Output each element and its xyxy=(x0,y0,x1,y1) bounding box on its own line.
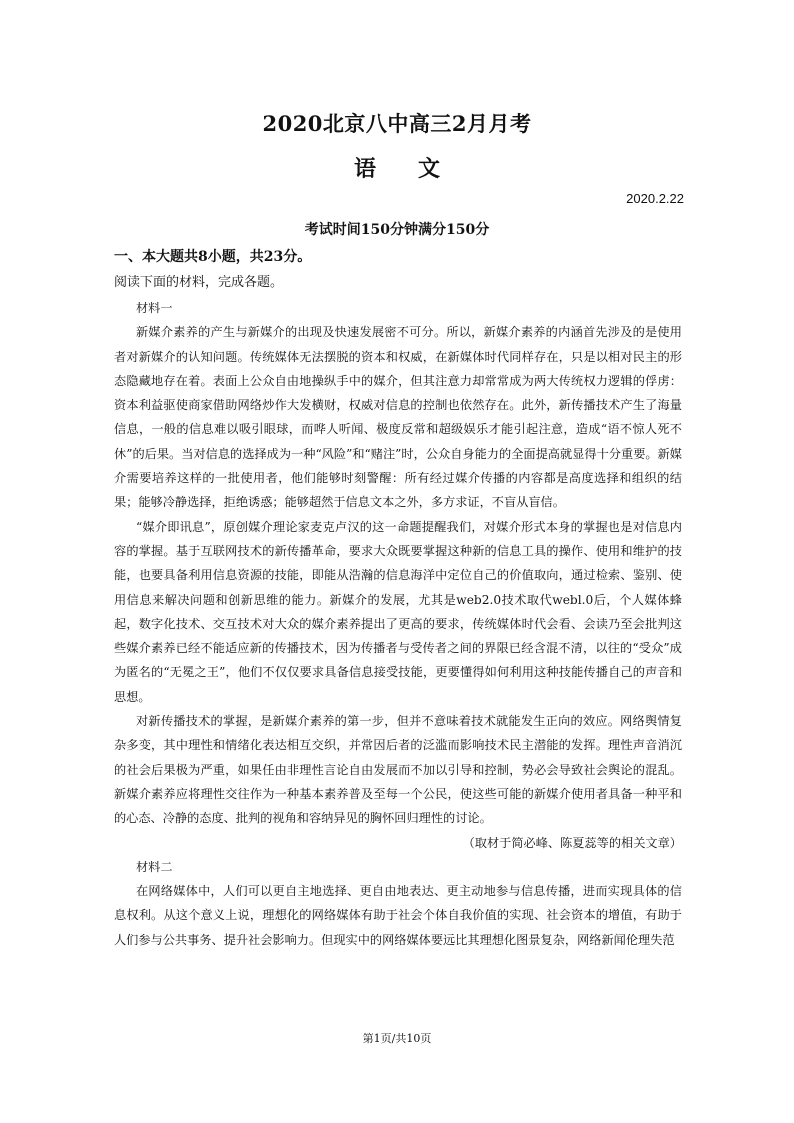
page-number: 第1页/共10页 xyxy=(362,1032,432,1045)
subject-char-2: 文 xyxy=(418,156,441,182)
section-heading: 一、本大题共8小题，共23分。 xyxy=(114,249,312,265)
document-title: 2020北京八中高三2月月考 xyxy=(262,111,532,136)
material-1-paragraph-1: 新媒介素养的产生与新媒介的出现及快速发展密不可分。所以，新媒介素养的内涵首先涉及的是使用者对新媒介的认知问题。传统媒体无法摆脱的资本和权威，在新媒体时代同样存在，只是以相对民主的形态隐藏地存在着。表面上公众自由地操纵手中的媒介，但其注意力却常常成为两大传统权力逻辑的俘虏：资本利益驱使商家借助网络炒作大发横财，权威对信息的控制也依然存在。此外，新传播技术产生了海量信息，一般的信息难以吸引眼球，而哗人听闻、极度反常和超级娱乐才能引起注意，造成“语不惊人死不休”的后果。当对信息的选择成为一种“风险”和“赌注”时，公众自身能力的全面提高就显得十分重要。新媒介需要培养这样的一批使用者，他们能够时刻警醒：所有经过媒介传播的内容都是高度选择和组织的结果；能够冷静选择，拒绝诱惑；能够超然于信息文本之外，多方求证，不盲从盲信。 xyxy=(114,325,682,510)
exam-info: 考试时间150分钟满分150分 xyxy=(304,222,490,238)
material-1-paragraph-2: “媒介即讯息”，原创媒介理论家麦克卢汉的这一命题提醒我们，对媒介形式本身的掌握也是对信息内容的掌握。基于互联网技术的新传播革命，要求大众既要掌握这种新的信息工具的操作、使用和维护的技能，也要具备利用信息资源的技能，即能从浩瀚的信息海洋中定位自己的价值取向，通过检索、鉴别、使用信息来解决问题和创新思维的能力。新媒介的发展，尤其是web2.0技术取代webl.0后，个人媒体蜂起，数字化技术、交互技术对大众的媒介素养提出了更高的要求，传统媒体时代会看、会读乃至会批判这些媒介素养已经不能适应新的传播技术，因为传播者与受传者之间的界限已经含混不清，以往的“受众”成为匿名的“无冕之王”，他们不仅仅要求具备信息接受技能，更要懂得如何利用这种技能传播自己的声音和思想。 xyxy=(114,519,682,704)
section-instruction: 阅读下面的材料，完成各题。 xyxy=(114,275,284,290)
exam-date: 2020.2.22 xyxy=(626,191,684,206)
material-1-label: 材料一 xyxy=(136,301,173,315)
material-1-paragraph-3: 对新传播技术的掌握，是新媒介素养的第一步，但并不意味着技术就能发生正向的效应。网络舆情复杂多变，其中理性和情绪化表达相互交织，并常因后者的泛滥而影响技术民主潜能的发挥。理性声音消沉的社会后果极为严重，如果任由非理性言论自由发展而不加以引导和控制，势必会导致社会舆论的混乱。新媒介素养应将理性交往作为一种基本素养普及至每一个公民，使这些可能的新媒介使用者具备一种平和的心态、冷静的态度、批判的视角和容纳异见的胸怀回归理性的讨论。 xyxy=(114,714,682,826)
subject-char-1: 语 xyxy=(353,156,376,182)
reading-material xyxy=(114,296,682,952)
material-2-label: 材料二 xyxy=(136,859,173,874)
material-2-paragraph-1: 在网络媒体中，人们可以更自主地选择、更自由地表达、更主动地参与信息传播，进而实现具体的信息权利。从这个意义上说，理想化的网络媒体有助于社会个体自我价值的实现、社会资本的增值，有助于人们参与公共事务、提升社会影响力。但现实中的网络媒体要远比其理想化图景复杂，网络新闻伦理失范 xyxy=(114,884,682,947)
subject-title xyxy=(0,152,794,183)
material-1-source: （取材于简必峰、陈夏蕊等的相关文章） xyxy=(462,835,682,850)
